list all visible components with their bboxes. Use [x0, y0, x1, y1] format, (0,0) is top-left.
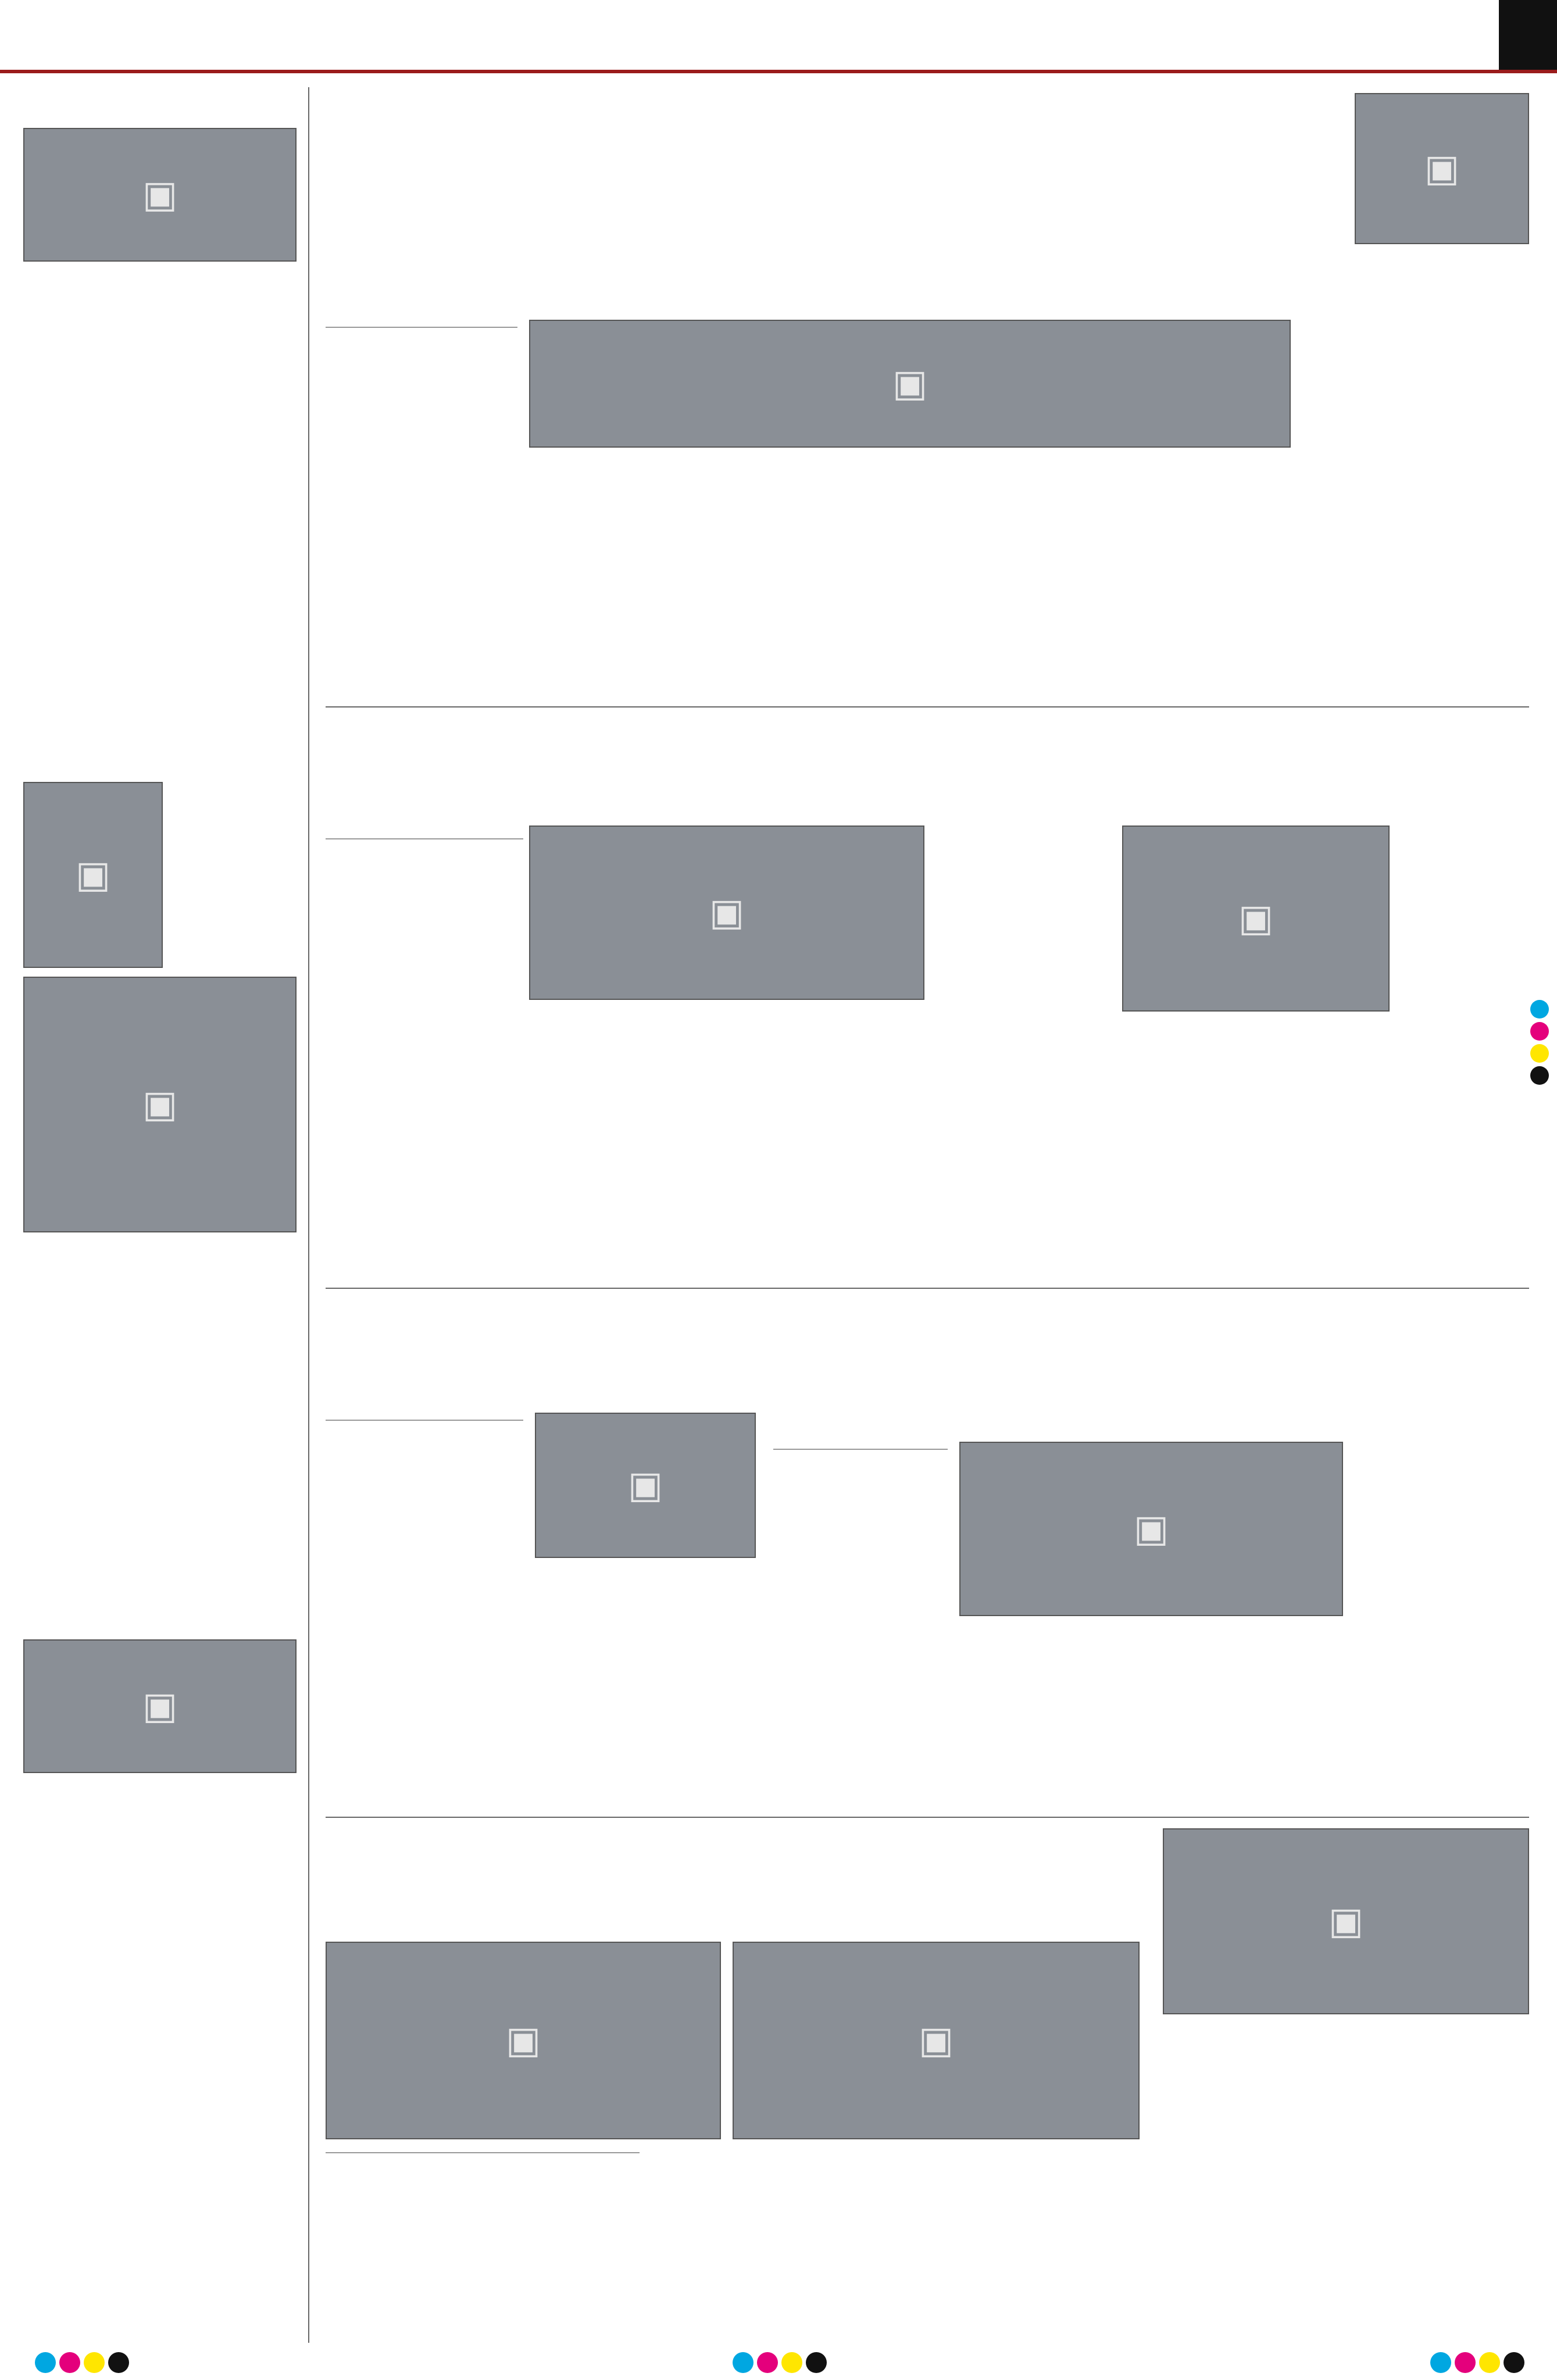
magenta-dot — [1530, 1022, 1549, 1041]
section-rule-3 — [326, 1817, 1529, 1818]
camera-icon: ▣ — [892, 362, 928, 405]
cmyk-marks-side — [1530, 1000, 1554, 1085]
camera-icon: ▣ — [505, 2019, 541, 2062]
brief-caption-3 — [23, 1238, 297, 1291]
magadha-byline — [326, 2150, 640, 2153]
ganja-byline — [326, 1417, 523, 1421]
meditation-photo — [959, 1442, 1343, 1616]
page-number — [1499, 0, 1557, 70]
governor-body — [326, 1006, 924, 1279]
ganja-photo — [535, 1413, 756, 1558]
side-caption — [1355, 250, 1529, 302]
magadha-photo-1 — [326, 1942, 721, 2139]
ganja-body — [326, 1564, 756, 1808]
cmyk-marks-left — [35, 2352, 129, 2373]
cmyk-marks-right — [1430, 2352, 1524, 2373]
camera-icon: ▣ — [1328, 1900, 1364, 1943]
yellow-dot — [781, 2352, 802, 2373]
governor-byline-block — [326, 831, 523, 878]
meditation-byline — [773, 1446, 948, 1450]
meditation-byline-block — [773, 1442, 948, 1488]
collector-photo — [1122, 826, 1390, 1012]
dateline — [1169, 14, 1494, 55]
key-dot — [806, 2352, 827, 2373]
magadha-body — [326, 2180, 1140, 2337]
camera-icon: ▣ — [627, 1464, 663, 1507]
governor-byline — [326, 836, 523, 839]
brief-photo-2 — [23, 782, 163, 968]
magadha-kicker — [326, 1828, 1140, 1863]
masthead — [0, 0, 1557, 73]
magadha-byline-block — [326, 2145, 640, 2174]
camera-icon: ▣ — [142, 1685, 178, 1728]
lead-headline — [326, 145, 1314, 302]
key-dot — [108, 2352, 129, 2373]
magadha-headline — [326, 1869, 1140, 1933]
brief-body-3 — [23, 1293, 297, 1631]
camera-icon: ▣ — [1424, 147, 1460, 190]
section-rule-2 — [326, 1288, 1529, 1289]
theft-body — [1163, 2165, 1529, 2337]
key-dot — [1530, 1066, 1549, 1085]
yellow-dot — [1479, 2352, 1500, 2373]
brief-caption-4 — [23, 1779, 297, 1831]
camera-icon: ▣ — [918, 2019, 954, 2062]
cyan-dot — [1430, 2352, 1451, 2373]
theft-subhead — [1163, 2131, 1529, 2160]
camera-icon: ▣ — [1238, 897, 1274, 940]
side-photo — [1355, 93, 1529, 244]
lead-byline — [326, 324, 517, 328]
meditation-headline — [773, 1302, 1529, 1407]
brief-body-5 — [23, 2224, 297, 2331]
meditation-body — [773, 1622, 1529, 1808]
news-brief-heading — [23, 87, 297, 122]
lead-body — [326, 453, 1308, 698]
key-dot — [1504, 2352, 1524, 2373]
magadha-photo-2 — [733, 1942, 1140, 2139]
yellow-dot — [84, 2352, 105, 2373]
collector-body — [942, 1023, 1529, 1279]
camera-icon: ▣ — [709, 891, 745, 934]
theft-photo — [1163, 1828, 1529, 2014]
collector-headline — [942, 721, 1529, 826]
side-body — [1355, 308, 1529, 698]
newspaper-title — [23, 14, 326, 55]
lead-photo — [529, 320, 1291, 448]
masthead-url[interactable] — [314, 14, 709, 55]
brief-body-1 — [23, 299, 297, 744]
cyan-dot — [1530, 1000, 1549, 1019]
brief-caption-5 — [23, 2168, 297, 2221]
governor-photo — [529, 826, 924, 1000]
lead-byline-block — [326, 320, 517, 378]
brief-body-4 — [23, 1834, 297, 2160]
camera-icon: ▣ — [1133, 1507, 1169, 1550]
section-rule-1 — [326, 706, 1529, 707]
meditation-subhead — [959, 1410, 1529, 1439]
brief-photo-1 — [23, 128, 297, 262]
brief-caption-2 — [23, 750, 297, 779]
ganja-byline-block — [326, 1413, 523, 1459]
yellow-dot — [1530, 1044, 1549, 1063]
ganja-headline — [326, 1302, 744, 1407]
magenta-dot — [757, 2352, 778, 2373]
camera-icon: ▣ — [142, 173, 178, 216]
lead-kicker — [326, 93, 1314, 134]
magenta-dot — [1455, 2352, 1476, 2373]
brief-caption-1 — [23, 267, 297, 296]
camera-icon: ▣ — [75, 853, 111, 896]
section-city — [802, 14, 954, 55]
cyan-dot — [733, 2352, 753, 2373]
governor-headline — [326, 721, 924, 826]
cmyk-marks-center — [733, 2352, 827, 2373]
camera-icon: ▣ — [142, 1083, 178, 1126]
magenta-dot — [59, 2352, 80, 2373]
column-divider — [308, 87, 309, 2343]
cyan-dot — [35, 2352, 56, 2373]
brief-photo-4 — [23, 1639, 297, 1773]
theft-headline — [1163, 2023, 1529, 2128]
brief-photo-3 — [23, 977, 297, 1232]
brief-body-2 — [169, 782, 297, 968]
